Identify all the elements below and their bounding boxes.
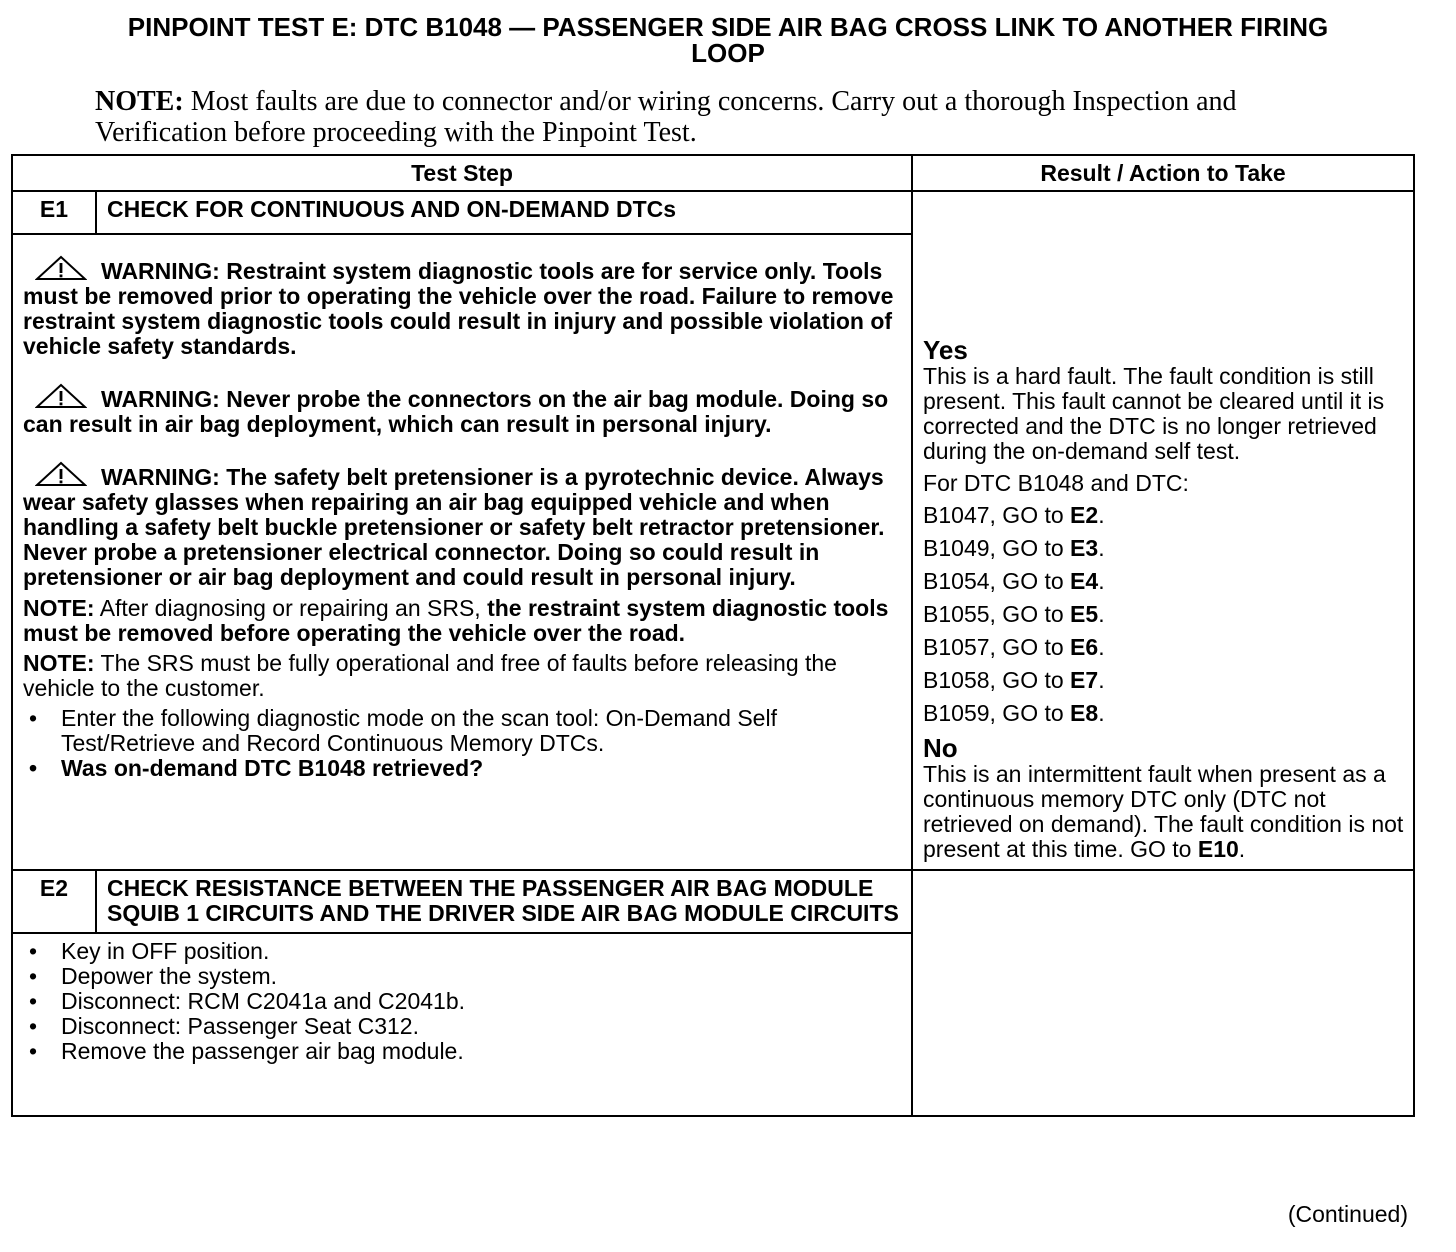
result-code: B1057, GO to — [923, 634, 1064, 660]
list-item: • Enter the following diagnostic mode on the scan tool: On-Demand Self Test/Retrieve and Record Continuous Memory DTCs. — [23, 706, 901, 756]
result-code-step-link[interactable]: E3 — [1070, 535, 1099, 561]
top-note — [95, 86, 1245, 148]
warning-triangle-icon — [35, 255, 87, 281]
list-item: • Remove the passenger air bag module. — [23, 1039, 901, 1064]
step-e1-question: • Was on-demand DTC B1048 retrieved? — [23, 756, 901, 781]
period: . — [1098, 502, 1105, 528]
continued-label: (Continued) — [1287, 1201, 1408, 1227]
period: . — [1098, 700, 1105, 726]
warning-triangle-icon — [35, 461, 87, 487]
period: . — [1098, 568, 1105, 594]
result-no-step-link[interactable]: E10 — [1197, 836, 1239, 862]
result-code-step-link[interactable]: E4 — [1070, 568, 1099, 594]
warning-text: WARNING: The safety belt pretensioner is a pyrotechnic device. Always wear safety glasses when repairing an air bag equipped vehicle and when handling a safety belt buckle pretensioner or safety belt retractor pretensioner. Never probe a pretensioner electrical connector. Doing so could result in pretensioner or air bag deployment and could result in personal injury. — [23, 464, 885, 591]
result-code: B1049, GO to — [923, 535, 1064, 561]
result-for-dtc: For DTC B1048 and DTC: — [923, 470, 1189, 496]
result-code-row — [923, 602, 1405, 627]
step-e1-heading-row — [12, 191, 1414, 234]
top-note-label: NOTE: — [95, 86, 184, 117]
list-item: • Disconnect: RCM C2041a and C2041b. — [23, 989, 901, 1014]
step-e2-bullets — [23, 939, 901, 1064]
warning-text: WARNING: Never probe the connectors on the air bag module. Doing so can result in air bag deployment, which can result in personal injury. — [23, 386, 889, 438]
result-no-label: No — [923, 733, 958, 763]
result-code-row — [923, 668, 1405, 693]
step-e2-heading: CHECK RESISTANCE BETWEEN THE PASSENGER AIR BAG MODULE SQUIB 1 CIRCUITS AND THE DRIVER SIDE AIR BAG MODULE CIRCUITS — [96, 870, 912, 933]
result-code-step-link[interactable]: E6 — [1070, 634, 1099, 660]
header-result: Result / Action to Take — [912, 155, 1414, 191]
result-yes-label: Yes — [923, 335, 968, 365]
result-code-row — [923, 503, 1405, 528]
result-code-row — [923, 536, 1405, 561]
note-text: After diagnosing or repairing an SRS, — [99, 595, 481, 622]
warning-block — [23, 255, 901, 359]
period: . — [1098, 535, 1105, 561]
note-block — [23, 596, 901, 646]
result-code: B1055, GO to — [923, 601, 1064, 627]
result-code: B1059, GO to — [923, 700, 1064, 726]
note-label: NOTE: — [23, 595, 95, 622]
result-code-step-link[interactable]: E5 — [1070, 601, 1099, 627]
step-e1-bullets — [23, 706, 901, 781]
result-code: B1047, GO to — [923, 502, 1064, 528]
header-test-step: Test Step — [12, 155, 912, 191]
period: . — [1238, 836, 1246, 862]
step-e1-id: E1 — [12, 191, 96, 234]
period: . — [1098, 601, 1105, 627]
period: . — [1098, 634, 1105, 660]
step-e1-body — [12, 234, 912, 870]
page-title — [0, 14, 1456, 66]
step-e1-heading: CHECK FOR CONTINUOUS AND ON-DEMAND DTCs — [96, 191, 912, 234]
pinpoint-test-table — [11, 154, 1415, 1117]
step-e2-result — [912, 870, 1414, 1116]
result-no-body: This is an intermittent fault when present as a continuous memory DTC only (DTC not retrieved on demand). The fault condition is not present at this time. GO to — [923, 761, 1404, 862]
result-code-row — [923, 569, 1405, 594]
note-label: NOTE: — [23, 650, 95, 677]
page-title-line2: LOOP — [691, 38, 765, 68]
step-e1-result — [912, 191, 1414, 870]
result-no-text — [923, 762, 1405, 862]
note-text: The SRS must be fully operational and free of faults before releasing the vehicle to the customer. — [23, 650, 837, 702]
list-item: • Depower the system. — [23, 964, 901, 989]
result-yes-text: This is a hard fault. The fault condition is still present. This fault cannot be cleared until it is corrected and the DTC is no longer retrieved during the on-demand self test. — [923, 363, 1385, 464]
period: . — [1098, 667, 1105, 693]
table-header-row — [12, 155, 1414, 191]
result-code-step-link[interactable]: E7 — [1070, 667, 1099, 693]
result-code: B1058, GO to — [923, 667, 1064, 693]
note-block — [23, 651, 901, 701]
result-code-step-link[interactable]: E2 — [1070, 502, 1099, 528]
warning-block — [23, 461, 901, 590]
step-e2-id: E2 — [12, 870, 96, 933]
note-bold-text: the restraint system diagnostic tools must be removed before operating the vehicle over the road. — [23, 595, 889, 647]
step-e2-body — [12, 933, 912, 1116]
step-e2-heading-row — [12, 870, 1414, 933]
warning-triangle-icon — [35, 383, 87, 409]
list-item: • Disconnect: Passenger Seat C312. — [23, 1014, 901, 1039]
result-code-step-link[interactable]: E8 — [1070, 700, 1099, 726]
result-code-row — [923, 701, 1405, 726]
page-title-line1: PINPOINT TEST E: DTC B1048 — PASSENGER SIDE AIR BAG CROSS LINK TO ANOTHER FIRING — [127, 12, 1329, 42]
result-code-row — [923, 635, 1405, 660]
result-code: B1054, GO to — [923, 568, 1064, 594]
warning-block — [23, 383, 901, 437]
warning-text: WARNING: Restraint system diagnostic tools are for service only. Tools must be removed prior to operating the vehicle over the road. Failure to remove restraint system diagnostic tools could result in injury and possible violation of vehicle safety standards. — [23, 258, 894, 360]
top-note-text: Most faults are due to connector and/or wiring concerns. Carry out a thorough Inspection and Verification before proceeding with the Pinpoint Test. — [95, 86, 1237, 148]
list-item: • Key in OFF position. — [23, 939, 901, 964]
